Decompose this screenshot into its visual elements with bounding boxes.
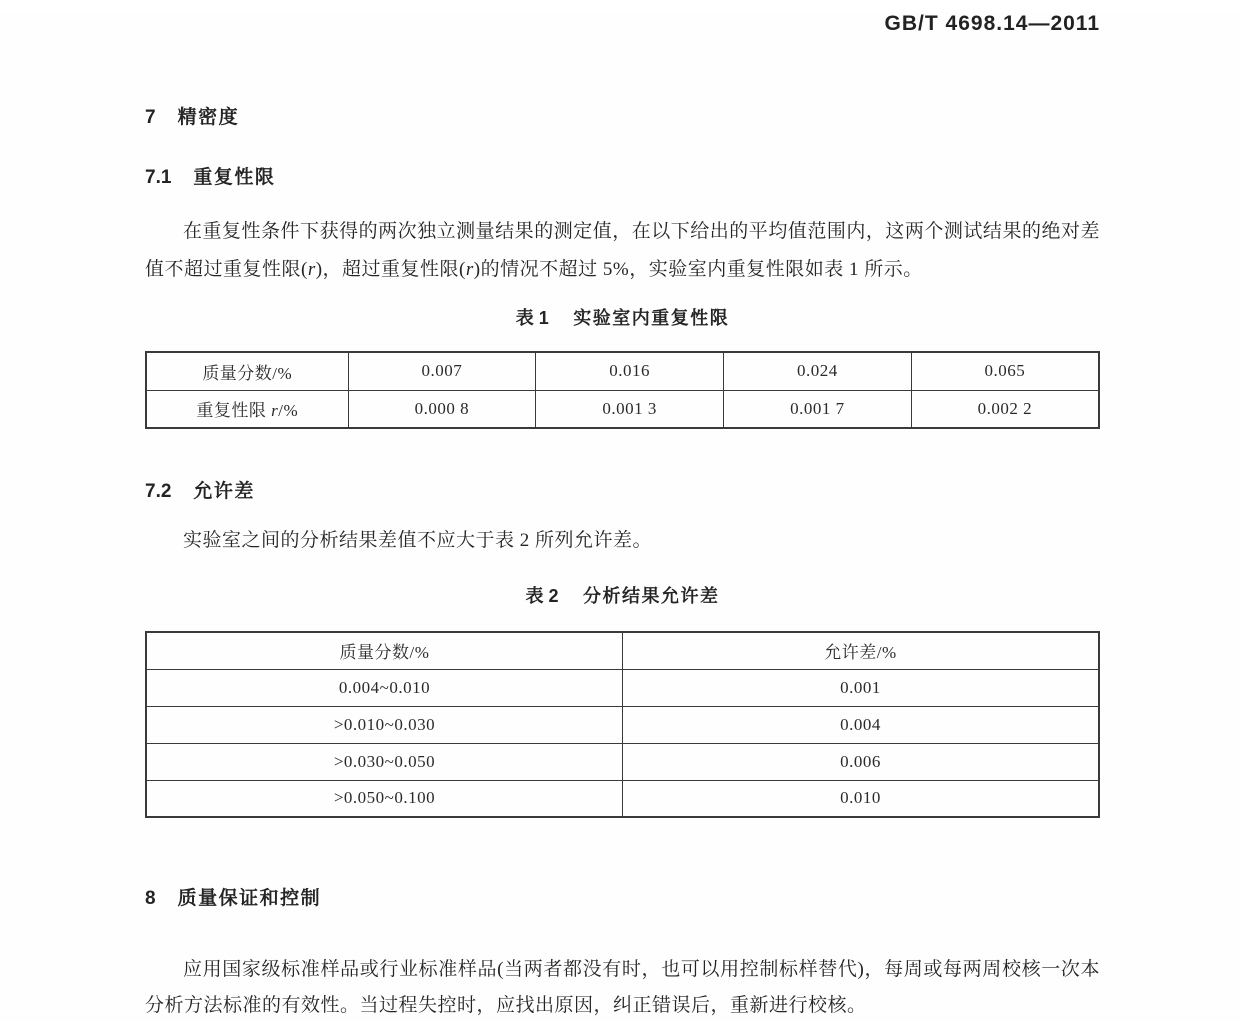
table-row [146, 669, 1099, 706]
repeatability-paragraph [145, 213, 1100, 289]
section-7-heading [145, 102, 1100, 129]
table-2-caption-title: 分析结果允许差 [583, 586, 720, 606]
col-header-mass-fraction: 质量分数/% [146, 632, 623, 669]
repeatability-limit-table [145, 351, 1100, 429]
italic-r-symbol: r [465, 259, 474, 280]
table-row [146, 743, 1099, 780]
value-cell: 0.001 [623, 669, 1100, 706]
section-7-title: 精密度 [177, 107, 240, 128]
section-8-number: 8 [145, 888, 156, 909]
table-cell: 0.001 7 [724, 390, 912, 428]
table-cell: 0.065 [911, 352, 1099, 390]
italic-r-symbol: r [271, 401, 279, 421]
page-content [0, 12, 1240, 1024]
section-7-1-title: 重复性限 [193, 167, 276, 188]
section-7-number: 7 [145, 107, 156, 128]
table-1-caption [145, 304, 1100, 330]
table-row [146, 780, 1099, 817]
section-7-2-number: 7.2 [145, 481, 172, 502]
range-cell: 0.004~0.010 [146, 669, 623, 706]
section-8-title: 质量保证和控制 [177, 888, 322, 909]
table-cell: 0.016 [536, 352, 724, 390]
tolerance-table [145, 631, 1100, 818]
row-label-mass-fraction: 质量分数/% [146, 352, 348, 390]
value-cell: 0.010 [623, 780, 1100, 817]
table-row [146, 390, 1099, 428]
paragraph-text: )的情况不超过 5%，实验室内重复性限如表 1 所示。 [473, 259, 923, 280]
standard-number: GB/T 4698.14—2011 [884, 12, 1100, 35]
value-cell: 0.004 [623, 706, 1100, 743]
table-header-row [146, 632, 1099, 669]
section-7-1-number: 7.1 [145, 167, 172, 188]
table-cell: 0.024 [724, 352, 912, 390]
table-cell: 0.001 3 [536, 390, 724, 428]
table-2-caption [145, 582, 1100, 608]
table-cell: 0.000 8 [348, 390, 536, 428]
range-cell: >0.050~0.100 [146, 780, 623, 817]
table-cell: 0.007 [348, 352, 536, 390]
table-2-caption-label: 表 2 [525, 586, 559, 606]
document-page [0, 12, 1240, 1021]
section-7-2-title: 允许差 [193, 481, 255, 502]
col-header-tolerance: 允许差/% [623, 632, 1100, 669]
table-row [146, 352, 1099, 390]
row-label-repeatability-limit [146, 390, 348, 428]
quality-control-paragraph: 应用国家级标准样品或行业标准样品(当两者都没有时，也可以用控制标样替代)，每周或每两周校核一次本分析方法标准的有效性。当过程失控时，应找出原因，纠正错误后，重新进行校核。 [145, 959, 1100, 1016]
table-1-caption-title: 实验室内重复性限 [573, 308, 730, 328]
label-text: 重复性限 [196, 401, 272, 421]
label-unit: /% [278, 401, 299, 421]
range-cell: >0.010~0.030 [146, 706, 623, 743]
value-cell: 0.006 [623, 743, 1100, 780]
range-cell: >0.030~0.050 [146, 743, 623, 780]
section-7-2-heading [145, 476, 1100, 503]
paragraph-text: )，超过重复性限( [315, 259, 466, 280]
section-8-heading [145, 883, 1100, 910]
section-7-1-heading [145, 162, 1100, 189]
paragraph-text: 在重复性条件下获得的两次独立测量结果的测定值，在以下给出的平均值范围内，这两个测试结果的绝对差值不超过重复性限( [145, 221, 1100, 280]
table-row [146, 706, 1099, 743]
table-1-caption-label: 表 1 [515, 308, 549, 328]
tolerance-paragraph: 实验室之间的分析结果差值不应大于表 2 所列允许差。 [183, 530, 653, 551]
table-cell: 0.002 2 [911, 390, 1099, 428]
italic-r-symbol: r [307, 259, 316, 280]
